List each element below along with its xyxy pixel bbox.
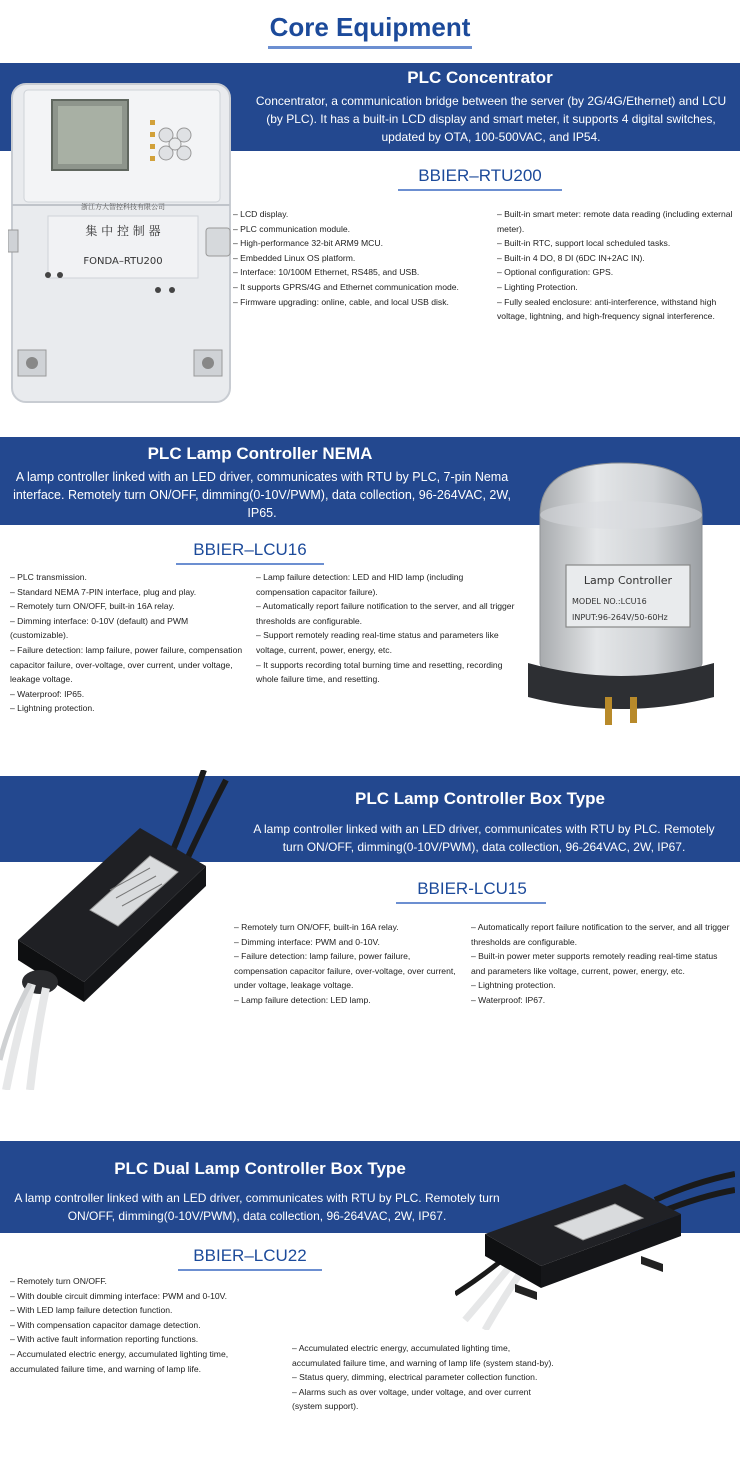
box-type-features-col2 bbox=[471, 920, 733, 1008]
feature-item: – Waterproof: IP65. bbox=[10, 688, 85, 699]
nema-label-model: MODEL NO.:LCU16 bbox=[572, 597, 647, 606]
feature-item: – Embedded Linux OS platform. bbox=[233, 252, 356, 263]
feature-item: – LCD display. bbox=[233, 209, 289, 219]
feature-item: – Fully sealed enclosure: anti-interference, withstand high voltage, lightning, and high-frequency signal interference. bbox=[497, 296, 717, 322]
feature-item: – PLC transmission. bbox=[10, 572, 87, 582]
box-type-title: PLC Lamp Controller Box Type bbox=[355, 789, 605, 808]
feature-item: – PLC communication module. bbox=[233, 223, 351, 234]
feature-item: – Alarms such as over voltage, under voltage, and over current (system support). bbox=[292, 1386, 531, 1412]
concentrator-model-underline bbox=[398, 189, 562, 191]
feature-item: – Dimming interface: 0-10V (default) and PWM (customizable). bbox=[10, 615, 189, 641]
concentrator-device-model: FONDA–RTU200 bbox=[83, 256, 163, 267]
dual-box-features-col1 bbox=[10, 1274, 274, 1376]
box-type-model-underline bbox=[396, 902, 546, 904]
concentrator-features-col1 bbox=[233, 207, 488, 309]
feature-item: – Automatically report failure notification to the server, and all trigger thresholds are configurable. bbox=[256, 601, 515, 626]
feature-item: – Standard NEMA 7-PIN interface, plug and play. bbox=[10, 586, 197, 597]
feature-item: – With compensation capacitor damage detection. bbox=[10, 1319, 201, 1330]
feature-item: – With LED lamp failure detection function. bbox=[10, 1305, 173, 1316]
feature-item: – Accumulated electric energy, accumulated lighting time, accumulated failure time, and warning of lamp life (system stand-by). bbox=[292, 1343, 554, 1368]
concentrator-model: BBIER–RTU200 bbox=[418, 166, 542, 185]
dual-box-model: BBIER–LCU22 bbox=[193, 1246, 307, 1265]
feature-item: – Lamp failure detection: LED and HID lamp (including compensation capacitor failure). bbox=[256, 572, 464, 597]
feature-item: – Lighting Protection. bbox=[497, 281, 578, 292]
feature-item: – Failure detection: lamp failure, power failure, compensation capacitor failure, over-voltage, over current, under voltage, leakage voltage. bbox=[234, 951, 456, 991]
feature-item: – Built-in 4 DO, 8 DI (6DC IN+2AC IN). bbox=[497, 252, 645, 263]
feature-item: – Built-in RTC, support local scheduled tasks. bbox=[497, 238, 671, 249]
feature-item: – Support remotely reading real-time status and parameters like voltage, current, power, energy, etc. bbox=[256, 630, 499, 655]
feature-item: – Remotely turn ON/OFF. bbox=[10, 1276, 107, 1286]
title-underline bbox=[268, 46, 472, 49]
box-type-features-col1 bbox=[234, 920, 456, 1008]
feature-item: – Accumulated electric energy, accumulated lighting time, accumulated failure time, and warning of lamp life. bbox=[10, 1348, 229, 1374]
feature-item: – Dimming interface: PWM and 0-10V. bbox=[234, 936, 380, 947]
feature-item: – Remotely turn ON/OFF, built-in 16A relay. bbox=[10, 601, 175, 612]
feature-item: – Built-in power meter supports remotely reading real-time status and parameters like voltage, current, power, energy, etc. bbox=[471, 951, 718, 976]
nema-features-col2 bbox=[256, 570, 518, 687]
nema-controller-photo bbox=[512, 445, 730, 735]
dual-box-controller-photo bbox=[455, 1160, 735, 1330]
nema-label-title: Lamp Controller bbox=[583, 574, 673, 587]
nema-label-input: INPUT:96-264V/50-60Hz bbox=[572, 613, 668, 622]
dual-box-features-col2 bbox=[292, 1341, 556, 1414]
concentrator-features-col2 bbox=[497, 207, 733, 324]
feature-item: – Automatically report failure notification to the server, and all trigger thresholds are configurable. bbox=[471, 922, 730, 947]
feature-item: – Firmware upgrading: online, cable, and local USB disk. bbox=[233, 296, 449, 307]
feature-item: – It supports recording total burning time and resetting, recording whole failure time, and resetting. bbox=[256, 659, 503, 685]
box-type-description: A lamp controller linked with an LED driver, communicates with RTU by PLC. Remotely turn ON/OFF, dimming(0-10V/PWM), data collection, 96-264VAC, 2W, IP67. bbox=[253, 822, 715, 854]
box-type-model: BBIER-LCU15 bbox=[417, 879, 527, 898]
nema-model: BBIER–LCU16 bbox=[193, 540, 307, 559]
dual-box-model-underline bbox=[178, 1269, 322, 1271]
feature-item: – Remotely turn ON/OFF, built-in 16A relay. bbox=[234, 922, 399, 932]
feature-item: – Lamp failure detection: LED lamp. bbox=[234, 994, 371, 1005]
feature-item: – Optional configuration: GPS. bbox=[497, 267, 614, 278]
nema-title: PLC Lamp Controller NEMA bbox=[147, 444, 373, 463]
page-title: Core Equipment bbox=[269, 12, 471, 42]
concentrator-brand-label: 浙江方大智控科技有限公司 bbox=[81, 203, 165, 211]
concentrator-photo bbox=[8, 80, 236, 410]
concentrator-description: Concentrator, a communication bridge between the server (by 2G/4G/Ethernet) and LCU (by PLC). It has a built-in LCD display and smart meter, it supports 4 digital switches, updated by OTA, 100-500VAC, and IP54. bbox=[255, 94, 727, 144]
nema-features-col1 bbox=[10, 570, 246, 716]
concentrator-device-name: 集 中 控 制 器 bbox=[85, 224, 161, 238]
dual-box-description: A lamp controller linked with an LED driver, communicates with RTU by PLC. Remotely turn ON/OFF, dimming(0-10V/PWM), data collection, 96-264VAC, 2W, IP67. bbox=[14, 1191, 500, 1223]
concentrator-title: PLC Concentrator bbox=[407, 68, 553, 87]
feature-item: – Waterproof: IP67. bbox=[471, 994, 546, 1005]
feature-item: – Built-in smart meter: remote data reading (including external meter). bbox=[497, 209, 733, 234]
nema-description: A lamp controller linked with an LED driver, communicates with RTU by PLC, 7-pin Nema interface. Remotely turn ON/OFF, dimming(0-10V/PWM), data collection, 96-264VAC, 2W, IP65. bbox=[13, 470, 511, 520]
box-controller-photo bbox=[0, 770, 232, 1090]
feature-item: – With active fault information reporting functions. bbox=[10, 1334, 199, 1345]
feature-item: – With double circuit dimming interface: PWM and 0-10V. bbox=[10, 1290, 228, 1301]
feature-item: – Lightning protection. bbox=[10, 703, 95, 714]
nema-model-underline bbox=[176, 563, 324, 565]
feature-item: – Status query, dimming, electrical parameter collection function. bbox=[292, 1372, 538, 1383]
feature-item: – High-performance 32-bit ARM9 MCU. bbox=[233, 238, 383, 249]
feature-item: – It supports GPRS/4G and Ethernet communication mode. bbox=[233, 281, 459, 292]
feature-item: – Interface: 10/100M Ethernet, RS485, and USB. bbox=[233, 267, 420, 278]
feature-item: – Failure detection: lamp failure, power failure, compensation capacitor failure, over-voltage, over current, under voltage, leakage voltage. bbox=[10, 644, 243, 685]
dual-box-title: PLC Dual Lamp Controller Box Type bbox=[114, 1159, 406, 1178]
feature-item: – Lightning protection. bbox=[471, 980, 556, 991]
